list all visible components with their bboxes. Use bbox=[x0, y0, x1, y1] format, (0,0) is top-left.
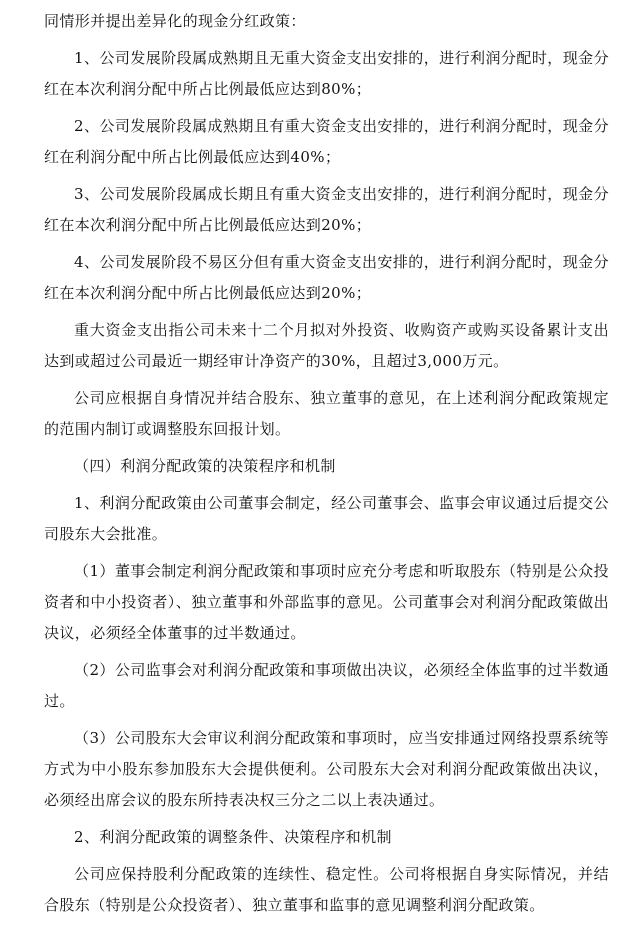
paragraph-item-4: 4、公司发展阶段不易区分但有重大资金支出安排的，进行利润分配时，现金分红在本次利润分配中所占比例最低应达到20%； bbox=[44, 253, 609, 302]
paragraph-supervisory-procedure: （2）公司监事会对利润分配政策和事项做出决议，必须经全体监事的过半数通过。 bbox=[44, 661, 609, 710]
paragraph-shareholder-procedure: （3）公司股东大会审议利润分配政策和事项时，应当安排通过网络投票系统等方式为中小股东参加股东大会提供便利。公司股东大会对利润分配政策做出决议，必须经出席会议的股东所持表决权三分之二以上表决通过。 bbox=[44, 729, 609, 809]
section-heading-4: （四）利润分配政策的决策程序和机制 bbox=[74, 457, 336, 475]
paragraph-item-1: 1、公司发展阶段属成熟期且无重大资金支出安排的，进行利润分配时，现金分红在本次利润分配中所占比例最低应达到80%； bbox=[44, 49, 609, 98]
paragraph-policy-approval: 1、利润分配政策由公司董事会制定，经公司董事会、监事会审议通过后提交公司股东大会批准。 bbox=[44, 494, 609, 543]
paragraph-item-2: 2、公司发展阶段属成熟期且有重大资金支出安排的，进行利润分配时，现金分红在利润分配中所占比例最低应达到40%； bbox=[44, 117, 609, 166]
paragraph-intro-continuation: 同情形并提出差异化的现金分红政策： bbox=[44, 12, 306, 30]
paragraph-continuity: 公司应保持股利分配政策的连续性、稳定性。公司将根据自身实际情况，并结合股东（特别是公众投资者）、独立董事和监事的意见调整利润分配政策。 bbox=[44, 865, 609, 914]
paragraph-item-3: 3、公司发展阶段属成长期且有重大资金支出安排的，进行利润分配时，现金分红在本次利润分配中所占比例最低应达到20%； bbox=[44, 185, 609, 234]
paragraph-return-plan: 公司应根据自身情况并结合股东、独立董事的意见，在上述利润分配政策规定的范围内制订或调整股东回报计划。 bbox=[44, 389, 609, 438]
paragraph-major-expenditure: 重大资金支出指公司未来十二个月拟对外投资、收购资产或购买设备累计支出达到或超过公司最近一期经审计净资产的30%，且超过3,000万元。 bbox=[44, 321, 609, 370]
subheading-adjustment: 2、利润分配政策的调整条件、决策程序和机制 bbox=[74, 828, 392, 846]
paragraph-board-procedure: （1）董事会制定利润分配政策和事项时应充分考虑和听取股东（特别是公众投资者和中小投资者）、独立董事和外部监事的意见。公司董事会对利润分配政策做出决议，必须经全体董事的过半数通过。 bbox=[44, 562, 609, 642]
